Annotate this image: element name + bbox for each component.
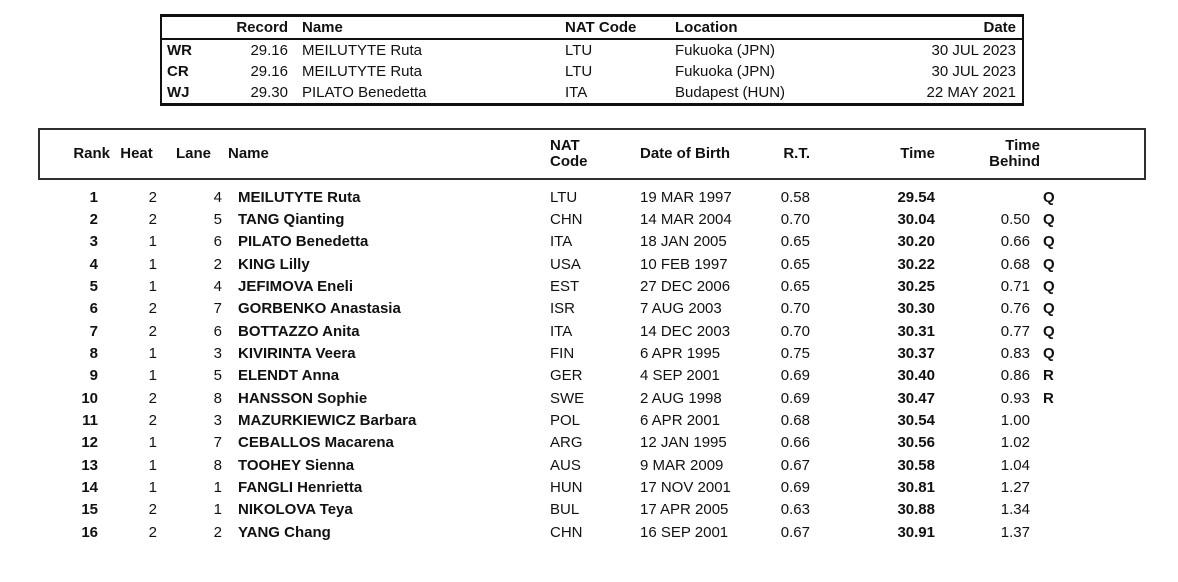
result-row: [40, 298, 1144, 320]
reaction-time-cell: 0.65: [780, 233, 810, 251]
reaction-time-cell: 0.65: [780, 255, 810, 273]
result-row: [40, 275, 1144, 297]
qualification-cell: R: [1043, 389, 1054, 407]
time-behind-cell: 1.00: [1000, 412, 1030, 430]
swimmer-name-cell: MAZURKIEWICZ Barbara: [238, 412, 417, 430]
qualification-cell: Q: [1043, 233, 1055, 251]
time-cell: 30.81: [897, 479, 935, 497]
rank-cell: 14: [81, 479, 98, 497]
time-behind-cell: 0.93: [1000, 389, 1030, 407]
rank-cell: 16: [81, 523, 98, 541]
heat-cell: 1: [148, 434, 157, 452]
swimmer-name-cell: KING Lilly: [238, 255, 310, 273]
result-row: [40, 521, 1144, 543]
time-behind-cell: 0.86: [1000, 367, 1030, 385]
nat-code-cell: ARG: [550, 434, 583, 452]
swimmer-name-cell: TOOHEY Sienna: [238, 456, 355, 474]
heat-cell: 2: [148, 322, 157, 340]
swimmer-name-cell: YANG Chang: [238, 523, 331, 541]
record-nat-code-cell: ITA: [565, 84, 588, 101]
rank-cell: 10: [81, 389, 98, 407]
date-of-birth-cell: 17 APR 2005: [640, 501, 729, 519]
time-cell: 30.54: [897, 412, 935, 430]
reaction-time-cell: 0.58: [780, 188, 810, 206]
lane-cell: 5: [213, 367, 222, 385]
swimmer-name-cell: KIVIRINTA Veera: [238, 345, 356, 363]
record-date-cell: 30 JUL 2023: [931, 42, 1016, 59]
rank-cell: 4: [89, 255, 98, 273]
heat-cell: 1: [148, 479, 157, 497]
result-row: [40, 208, 1144, 230]
reaction-time-cell: 0.63: [780, 501, 810, 519]
nat-code-cell: CHN: [550, 211, 583, 229]
rank-cell: 1: [89, 188, 98, 206]
lane-cell: 1: [213, 479, 222, 497]
results-rows: [40, 186, 1144, 544]
time-cell: 30.04: [897, 211, 935, 229]
heat-cell: 2: [148, 211, 157, 229]
results-header-time-behind: [939, 138, 1040, 170]
nat-code-cell: USA: [550, 255, 581, 273]
reaction-time-cell: 0.75: [780, 345, 810, 363]
heat-cell: 1: [148, 255, 157, 273]
lane-cell: 6: [213, 322, 222, 340]
qualification-cell: R: [1043, 367, 1054, 385]
result-row: [40, 454, 1144, 476]
lane-cell: 8: [213, 389, 222, 407]
record-type-cell: WR: [167, 42, 192, 59]
results-header-rank: Rank: [73, 145, 110, 162]
time-cell: 30.58: [897, 456, 935, 474]
time-behind-cell: 0.76: [1000, 300, 1030, 318]
reaction-time-cell: 0.70: [780, 300, 810, 318]
qualification-cell: Q: [1043, 300, 1055, 318]
reaction-time-cell: 0.70: [780, 211, 810, 229]
records-header-date: Date: [983, 19, 1016, 36]
nat-code-cell: POL: [550, 412, 581, 430]
nat-code-cell: LTU: [550, 188, 578, 206]
results-header-nat-code: [545, 138, 640, 170]
nat-code-cell: ITA: [550, 322, 573, 340]
rank-cell: 11: [82, 412, 98, 430]
swimmer-name-cell: JEFIMOVA Eneli: [238, 278, 354, 296]
date-of-birth-cell: 2 AUG 1998: [640, 389, 722, 407]
rank-cell: 7: [89, 322, 98, 340]
record-location-cell: Budapest (HUN): [675, 84, 786, 101]
qualification-cell: Q: [1043, 278, 1055, 296]
records-rows: [162, 40, 1022, 103]
record-date-cell: 22 MAY 2021: [926, 84, 1016, 101]
records-header-name: Name: [302, 19, 343, 36]
results-header-nat-line2: Code: [550, 153, 588, 170]
nat-code-cell: BUL: [550, 501, 580, 519]
records-header-location: Location: [675, 19, 738, 36]
lane-cell: 5: [213, 211, 222, 229]
swimmer-name-cell: HANSSON Sophie: [238, 389, 368, 407]
reaction-time-cell: 0.66: [780, 434, 810, 452]
nat-code-cell: CHN: [550, 523, 583, 541]
time-cell: 30.88: [897, 501, 935, 519]
rank-cell: 13: [81, 456, 98, 474]
records-header-row: [162, 17, 1022, 40]
results-header-reaction-time: R.T.: [783, 145, 810, 162]
reaction-time-cell: 0.65: [780, 278, 810, 296]
date-of-birth-cell: 18 JAN 2005: [640, 233, 727, 251]
result-row: [40, 365, 1144, 387]
heat-cell: 2: [148, 523, 157, 541]
record-date-cell: 30 JUL 2023: [931, 63, 1016, 80]
record-nat-code-cell: LTU: [565, 63, 593, 80]
time-cell: 30.25: [897, 278, 935, 296]
lane-cell: 4: [213, 188, 222, 206]
rank-cell: 5: [89, 278, 98, 296]
swimmer-name-cell: MEILUTYTE Ruta: [238, 188, 361, 206]
date-of-birth-cell: 14 MAR 2004: [640, 211, 732, 229]
nat-code-cell: ISR: [550, 300, 576, 318]
date-of-birth-cell: 16 SEP 2001: [640, 523, 729, 541]
swimmer-name-cell: TANG Qianting: [238, 211, 345, 229]
record-name-cell: MEILUTYTE Ruta: [302, 42, 423, 59]
record-location-cell: Fukuoka (JPN): [675, 42, 776, 59]
qualification-cell: Q: [1043, 255, 1055, 273]
nat-code-cell: HUN: [550, 479, 583, 497]
rank-cell: 15: [81, 501, 98, 519]
swimmer-name-cell: PILATO Benedetta: [238, 233, 369, 251]
records-header-record: Record: [236, 19, 288, 36]
time-cell: 30.30: [897, 300, 935, 318]
reaction-time-cell: 0.69: [780, 479, 810, 497]
result-row: [40, 342, 1144, 364]
results-header-heat: Heat: [120, 145, 153, 162]
results-header-time-behind-line2: Behind: [989, 153, 1040, 170]
qualification-cell: Q: [1043, 322, 1055, 340]
rank-cell: 9: [89, 367, 98, 385]
records-header-nat-code: NAT Code: [565, 19, 637, 36]
record-time-cell: 29.16: [250, 42, 288, 59]
lane-cell: 2: [213, 255, 222, 273]
heat-cell: 1: [148, 367, 157, 385]
time-behind-cell: 0.50: [1000, 211, 1030, 229]
time-behind-cell: 1.04: [1000, 456, 1030, 474]
results-header-lane: Lane: [175, 145, 211, 162]
date-of-birth-cell: 19 MAR 1997: [640, 188, 732, 206]
time-cell: 30.47: [897, 389, 935, 407]
lane-cell: 4: [213, 278, 222, 296]
heat-cell: 2: [148, 389, 157, 407]
time-cell: 30.37: [897, 345, 935, 363]
heat-cell: 1: [148, 345, 157, 363]
swimmer-name-cell: BOTTAZZO Anita: [238, 322, 360, 340]
results-header-time-behind-line1: Time: [1005, 137, 1040, 154]
reaction-time-cell: 0.67: [780, 523, 810, 541]
time-behind-cell: 1.34: [1000, 501, 1030, 519]
heat-cell: 1: [148, 233, 157, 251]
time-behind-cell: 0.77: [1000, 322, 1030, 340]
record-time-cell: 29.16: [250, 63, 288, 80]
time-cell: 30.91: [897, 523, 935, 541]
lane-cell: 2: [213, 523, 222, 541]
lane-cell: 7: [213, 434, 222, 452]
reaction-time-cell: 0.68: [780, 412, 810, 430]
time-behind-cell: 1.37: [1000, 523, 1030, 541]
result-row: [40, 320, 1144, 342]
nat-code-cell: EST: [550, 278, 580, 296]
date-of-birth-cell: 7 AUG 2003: [640, 300, 722, 318]
results-header-name: Name: [228, 145, 269, 162]
lane-cell: 6: [213, 233, 222, 251]
results-header-time: Time: [900, 145, 935, 162]
time-behind-cell: 0.71: [1000, 278, 1030, 296]
result-row: [40, 409, 1144, 431]
time-behind-cell: 1.27: [1000, 479, 1030, 497]
records-table: [160, 14, 1024, 106]
date-of-birth-cell: 6 APR 2001: [640, 412, 721, 430]
result-row: [40, 387, 1144, 409]
lane-cell: 8: [213, 456, 222, 474]
time-cell: 30.20: [897, 233, 935, 251]
time-cell: 29.54: [897, 188, 935, 206]
time-behind-cell: 0.83: [1000, 345, 1030, 363]
qualification-cell: Q: [1043, 188, 1055, 206]
time-cell: 30.31: [897, 322, 935, 340]
swimmer-name-cell: GORBENKO Anastasia: [238, 300, 401, 318]
heat-cell: 2: [148, 501, 157, 519]
date-of-birth-cell: 27 DEC 2006: [640, 278, 731, 296]
heat-cell: 2: [148, 412, 157, 430]
qualification-cell: Q: [1043, 211, 1055, 229]
result-row: [40, 231, 1144, 253]
results-header-row: [38, 128, 1146, 180]
time-cell: 30.40: [897, 367, 935, 385]
results-header-date-of-birth: Date of Birth: [640, 145, 730, 162]
date-of-birth-cell: 6 APR 1995: [640, 345, 721, 363]
lane-cell: 3: [213, 345, 222, 363]
rank-cell: 6: [89, 300, 98, 318]
heat-cell: 2: [148, 300, 157, 318]
record-time-cell: 29.30: [250, 84, 288, 101]
lane-cell: 3: [213, 412, 222, 430]
lane-cell: 7: [213, 300, 222, 318]
time-behind-cell: 0.66: [1000, 233, 1030, 251]
time-behind-cell: 0.68: [1000, 255, 1030, 273]
nat-code-cell: AUS: [550, 456, 581, 474]
nat-code-cell: FIN: [550, 345, 575, 363]
result-row: [40, 499, 1144, 521]
heat-cell: 1: [148, 456, 157, 474]
swimmer-name-cell: ELENDT Anna: [238, 367, 340, 385]
record-nat-code-cell: LTU: [565, 42, 593, 59]
swimmer-name-cell: NIKOLOVA Teya: [238, 501, 353, 519]
record-type-cell: CR: [167, 63, 189, 80]
lane-cell: 1: [213, 501, 222, 519]
results-header-nat-line1: NAT: [550, 137, 580, 154]
nat-code-cell: ITA: [550, 233, 573, 251]
heat-cell: 1: [148, 278, 157, 296]
nat-code-cell: GER: [550, 367, 583, 385]
record-name-cell: MEILUTYTE Ruta: [302, 63, 423, 80]
date-of-birth-cell: 12 JAN 1995: [640, 434, 727, 452]
time-cell: 30.22: [897, 255, 935, 273]
nat-code-cell: SWE: [550, 389, 585, 407]
rank-cell: 12: [81, 434, 98, 452]
record-location-cell: Fukuoka (JPN): [675, 63, 776, 80]
reaction-time-cell: 0.67: [780, 456, 810, 474]
swimmer-name-cell: CEBALLOS Macarena: [238, 434, 394, 452]
record-type-cell: WJ: [167, 84, 190, 101]
rank-cell: 8: [89, 345, 98, 363]
date-of-birth-cell: 9 MAR 2009: [640, 456, 724, 474]
result-row: [40, 186, 1144, 208]
record-row: [162, 61, 1022, 82]
swimmer-name-cell: FANGLI Henrietta: [238, 479, 363, 497]
time-behind-cell: 1.02: [1000, 434, 1030, 452]
rank-cell: 2: [89, 211, 98, 229]
reaction-time-cell: 0.69: [780, 389, 810, 407]
reaction-time-cell: 0.70: [780, 322, 810, 340]
time-cell: 30.56: [897, 434, 935, 452]
record-row: [162, 40, 1022, 61]
heat-cell: 2: [148, 188, 157, 206]
rank-cell: 3: [89, 233, 98, 251]
record-row: [162, 82, 1022, 103]
date-of-birth-cell: 17 NOV 2001: [640, 479, 731, 497]
date-of-birth-cell: 14 DEC 2003: [640, 322, 731, 340]
result-row: [40, 432, 1144, 454]
date-of-birth-cell: 10 FEB 1997: [640, 255, 728, 273]
result-row: [40, 476, 1144, 498]
date-of-birth-cell: 4 SEP 2001: [640, 367, 720, 385]
result-row: [40, 253, 1144, 275]
record-name-cell: PILATO Benedetta: [302, 84, 427, 101]
reaction-time-cell: 0.69: [780, 367, 810, 385]
qualification-cell: Q: [1043, 345, 1055, 363]
